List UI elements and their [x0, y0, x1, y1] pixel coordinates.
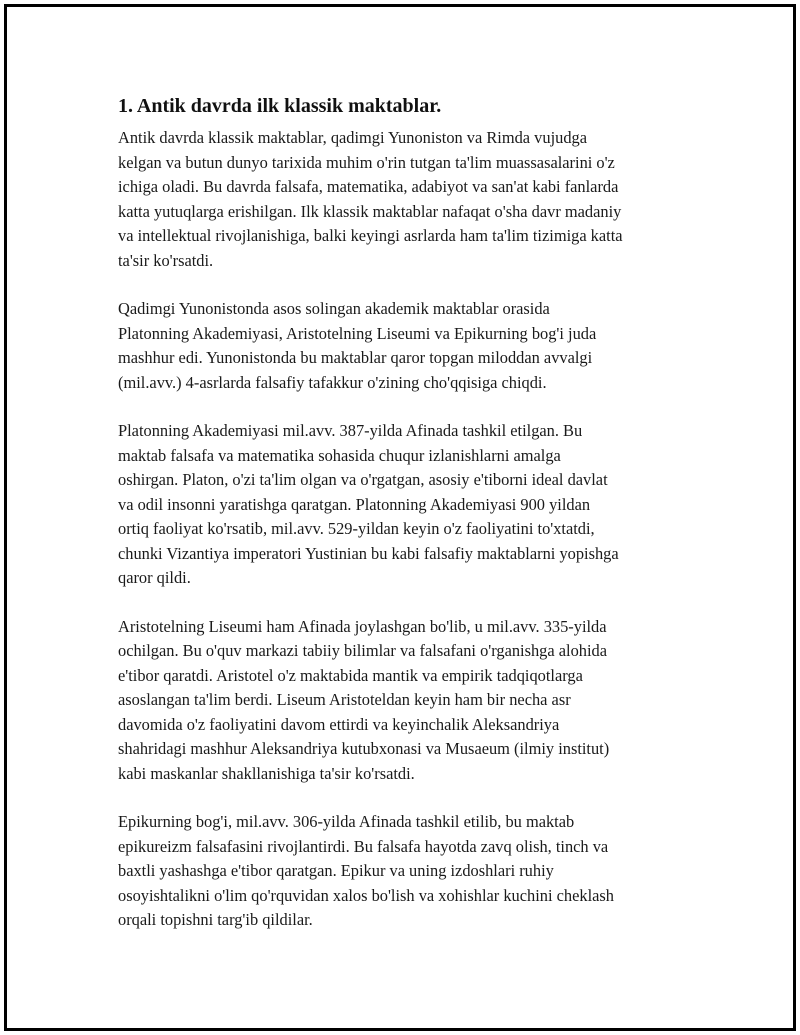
paragraph-intro: Antik davrda klassik maktablar, qadimgi Yunoniston va Rimda vujudga kelgan va butun dunyo tarixida muhim o'rin tutgan ta'lim muassasalarini o'z ichiga oladi. Bu davrda falsafa, matematika, adabiyot va san'at kabi fanlarda katta yutuqlarga erishilgan. Ilk klassik maktablar nafaqat o'sha davr madaniy va intellektual rivojlanishiga, balki keyingi asrlarda ham ta'lim tizimiga katta ta'sir ko'rsatdi.: [118, 128, 623, 270]
section-heading: 1. Antik davrda ilk klassik maktablar.: [118, 95, 442, 117]
paragraph-aristotle-lyceum: Aristotelning Liseumi ham Afinada joylashgan bo'lib, u mil.avv. 335-yilda ochilgan. Bu o'quv markazi tabiiy bilimlar va falsafani o'rganishga alohida e'tibor qaratdi. Aristotel o'z maktabida mantik va empirik tadqiqotlarga asoslangan ta'lim berdi. Liseum Aristoteldan keyin ham bir necha asr davomida o'z faoliyatini davom ettirdi va keyinchalik Aleksandriya shahridagi mashhur Aleksandriya kutubxonasi va Musaeum (ilmiy institut) kabi maskanlar shakllanishiga ta'sir ko'rsatdi.: [118, 616, 610, 783]
paragraph-greek-schools: Qadimgi Yunonistonda asos solingan akademik maktablar orasida Platonning Akademiyasi, Aristotelning Liseumi va Epikurning bog'i juda mashhur edi. Yunonistonda bu maktablar qaror topgan miloddan avvalgi (mil.avv.) 4-asrlarda falsafiy tafakkur o'zining cho'qqisiga chiqdi.: [118, 299, 597, 392]
paragraph-epicurus-garden: Epikurning bog'i, mil.avv. 306-yilda Afinada tashkil etilib, bu maktab epikureizm falsafasini rivojlantirdi. Bu falsafa hayotda zavq olish, tinch va baxtli yashashga e'tibor qaratgan. Epikur va uning izdoshlari ruhiy osoyishtalikni o'lim qo'rquvidan xalos bo'lish va xohishlar kuchini cheklash orqali topishni targ'ib qildilar.: [118, 812, 614, 929]
document-body: [118, 93, 700, 957]
paragraph-plato-academy: Platonning Akademiyasi mil.avv. 387-yilda Afinada tashkil etilgan. Bu maktab falsafa va matematika sohasida chuqur izlanishlarni amalga oshirgan. Platon, o'zi ta'lim olgan va o'rgatgan, asosiy e'tiborni ideal davlat va odil insonni yaratishga qaratgan. Platonning Akademiyasi 900 yildan ortiq faoliyat ko'rsatib, mil.avv. 529-yildan keyin o'z faoliyatini to'xtatdi, chunki Vizantiya imperatori Yustinian bu kabi falsafiy maktablarni yopishga qaror qildi.: [118, 421, 619, 587]
